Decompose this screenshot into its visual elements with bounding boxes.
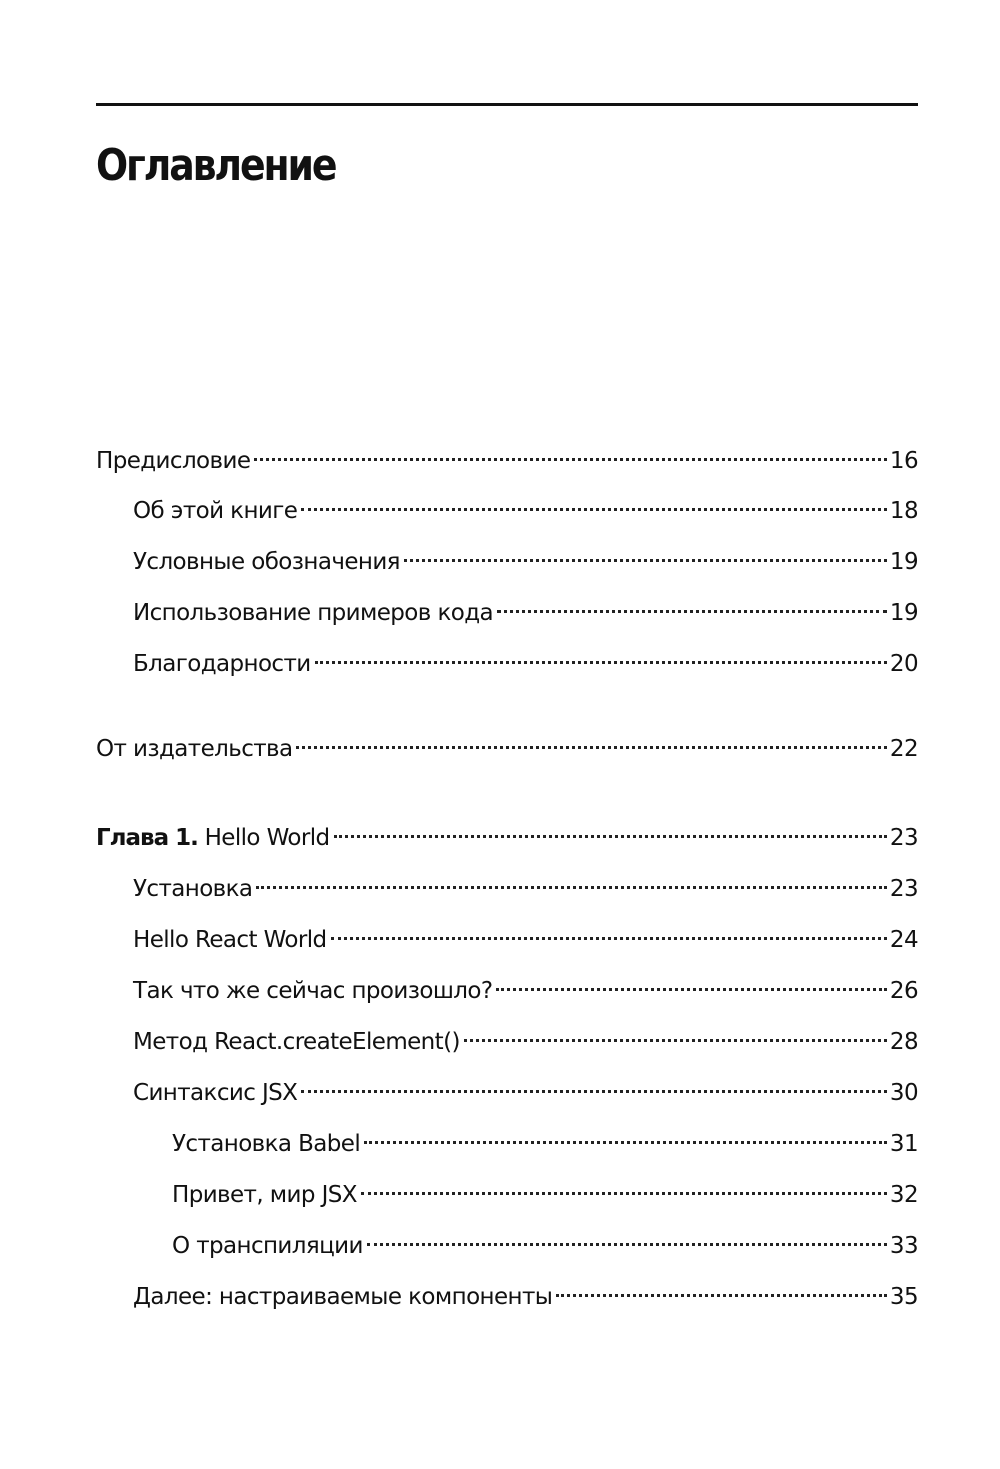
toc-entry bbox=[172, 1179, 918, 1211]
toc-entry-title bbox=[133, 597, 493, 629]
toc-entry-text: Hello World bbox=[204, 825, 330, 851]
page-title: Оглавление bbox=[96, 140, 336, 191]
toc-entry-text: Далее: настраиваемые компоненты bbox=[133, 1284, 553, 1310]
toc-page-number: 18 bbox=[889, 498, 918, 524]
toc-entry bbox=[172, 1128, 918, 1160]
toc-page-number: 19 bbox=[889, 600, 918, 626]
toc-entry bbox=[133, 495, 918, 527]
toc-entry-title bbox=[133, 924, 327, 956]
toc-entry bbox=[96, 822, 918, 854]
toc-entry-text: Благодарности bbox=[133, 651, 311, 677]
toc-page-number: 22 bbox=[889, 736, 918, 762]
toc-page-number: 35 bbox=[889, 1284, 918, 1310]
toc-entry-title bbox=[133, 1281, 552, 1313]
dot-leader bbox=[301, 1090, 887, 1093]
toc-entry-text: Метод React.createElement() bbox=[133, 1029, 460, 1055]
toc-page-number: 23 bbox=[889, 876, 918, 902]
toc-page-number: 28 bbox=[889, 1029, 918, 1055]
dot-leader bbox=[334, 835, 887, 838]
toc-entry-text: Hello React World bbox=[133, 927, 327, 953]
toc-entry-title bbox=[96, 733, 292, 765]
toc-chapter-label: Глава 1. bbox=[96, 825, 198, 851]
toc-entry bbox=[133, 1026, 918, 1058]
toc-entry-text: О транспиляции bbox=[172, 1233, 363, 1259]
dot-leader bbox=[315, 661, 887, 664]
dot-leader bbox=[364, 1141, 887, 1144]
toc-entry-text: Привет, мир JSX bbox=[172, 1182, 357, 1208]
dot-leader bbox=[497, 610, 887, 613]
toc-page-number: 19 bbox=[889, 549, 918, 575]
toc-entry-title bbox=[133, 1026, 460, 1058]
toc-entry bbox=[172, 1230, 918, 1262]
toc-entry-text: Условные обозначения bbox=[133, 549, 400, 575]
toc-entry-title bbox=[133, 546, 400, 578]
dot-leader bbox=[301, 508, 887, 511]
dot-leader bbox=[331, 937, 887, 940]
toc-entry-title bbox=[172, 1128, 360, 1160]
toc-entry-title bbox=[133, 873, 252, 905]
toc-entry-title bbox=[96, 445, 250, 477]
toc-page-number: 30 bbox=[889, 1080, 918, 1106]
toc-entry bbox=[96, 733, 918, 765]
toc-entry-text: Установка bbox=[133, 876, 253, 902]
toc-entry-title bbox=[96, 822, 330, 854]
toc-page-number: 24 bbox=[889, 927, 918, 953]
toc-entry bbox=[133, 1281, 918, 1313]
toc-entry-title bbox=[172, 1179, 357, 1211]
toc-entry-title bbox=[133, 495, 297, 527]
toc-page-number: 23 bbox=[889, 825, 918, 851]
toc-entry-text: Синтаксис JSX bbox=[133, 1080, 298, 1106]
dot-leader bbox=[256, 886, 887, 889]
dot-leader bbox=[496, 988, 886, 991]
dot-leader bbox=[556, 1294, 887, 1297]
dot-leader bbox=[404, 559, 887, 562]
toc-entry bbox=[133, 597, 918, 629]
toc-page-number: 16 bbox=[889, 448, 918, 474]
dot-leader bbox=[296, 746, 886, 749]
toc-entry bbox=[133, 648, 918, 680]
toc-entry-text: Установка Babel bbox=[172, 1131, 361, 1157]
toc-entry-text: Использование примеров кода bbox=[133, 600, 493, 626]
toc-entry-text: Предисловие bbox=[96, 448, 251, 474]
toc-entry bbox=[133, 975, 918, 1007]
toc-entry-title bbox=[133, 648, 311, 680]
toc-entry bbox=[133, 924, 918, 956]
toc-page-number: 31 bbox=[889, 1131, 918, 1157]
toc-entry-text: От издательства bbox=[96, 736, 293, 762]
toc-entry bbox=[133, 546, 918, 578]
toc-entry bbox=[133, 1077, 918, 1109]
dot-leader bbox=[367, 1243, 887, 1246]
toc-entry-title bbox=[172, 1230, 363, 1262]
toc-entry bbox=[133, 873, 918, 905]
toc-page-number: 32 bbox=[889, 1182, 918, 1208]
dot-leader bbox=[464, 1039, 887, 1042]
toc-entry-text: Так что же сейчас произошло? bbox=[133, 978, 493, 1004]
toc-entry-title bbox=[133, 975, 492, 1007]
toc-entry-title bbox=[133, 1077, 297, 1109]
toc-page-number: 26 bbox=[889, 978, 918, 1004]
dot-leader bbox=[361, 1192, 887, 1195]
toc-page-number: 33 bbox=[889, 1233, 918, 1259]
toc-entry bbox=[96, 445, 918, 477]
toc-page-number: 20 bbox=[889, 651, 918, 677]
toc-entry-text: Об этой книге bbox=[133, 498, 298, 524]
dot-leader bbox=[254, 458, 887, 461]
